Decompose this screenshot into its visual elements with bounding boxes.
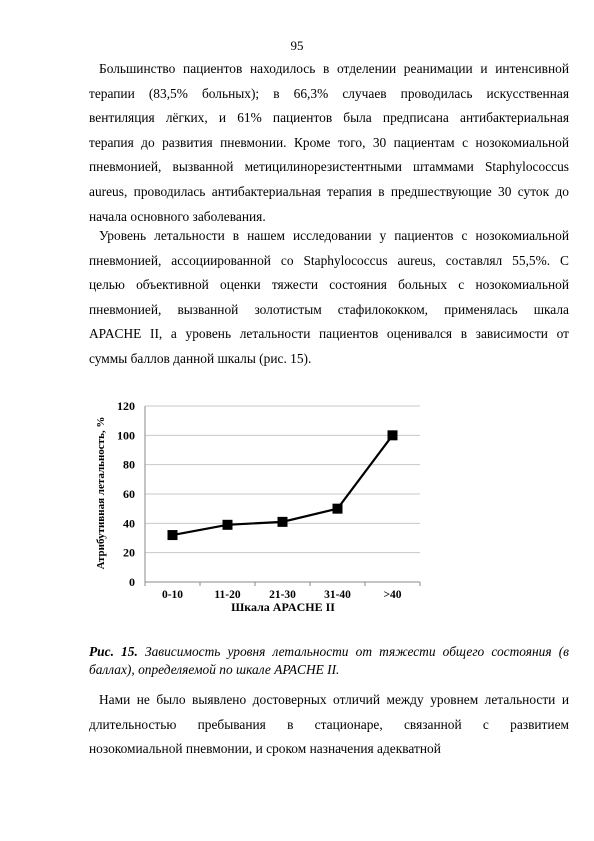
text-line: Нами не было выявлено достоверных отличий между уровнем летальности и [99,692,569,707]
y-axis-label: Атрибутивная летальность, % [95,416,107,570]
text-line: пневмонией, вызванной золотистым стафилококком, применялась шкала [89,301,569,317]
y-tick-label: 20 [123,545,135,560]
x-tick-label: 21-30 [269,589,296,601]
y-tick-label: 80 [123,457,135,472]
paragraph-3 [89,688,569,762]
y-tick-label: 60 [123,487,135,501]
text-line: целью объективной оценки тяжести состояния больных с нозокомиальной [89,277,569,293]
text-line: терапии (83,5% больных); в 66,3% случаев проводилась искусственная [89,85,569,101]
y-tick-label: 100 [117,428,135,443]
y-tick-label: 120 [117,399,135,413]
chart-axes [145,406,420,586]
text-line: пневмонией, ассоциированной со Staphylococcus aureus, составлял 55,5%. С [89,252,569,268]
text-line: начала основного заболевания. [89,208,266,224]
data-point-marker [168,530,178,540]
text-line: длительностью пребывания в стационаре, связанной с развитием [89,716,569,732]
page-number: 95 [290,38,304,53]
y-tick-label: 40 [123,516,135,531]
text-line: Уровень летальности в нашем исследовании у пациентов с нозокомиальной [99,228,569,243]
text-line: вентиляция лёгких, и 61% пациентов была предписана антибактериальная [89,110,569,126]
x-axis-label: Шкала APACHE II [231,600,335,614]
data-point-marker [333,504,343,514]
text-line: терапия до развития пневмонии. Кроме того, 30 пациентам с нозокомиальной [89,134,569,150]
text-line: пневмонией, вызванной метицилинорезистентными штаммами Staphylococcus [89,159,569,175]
chart-grid [145,406,420,553]
caption-line: баллах), определяемой по шкале APACHE II. [89,662,340,677]
y-tick-labels [117,399,135,589]
text-line: суммы баллов данной шкалы (рис. 15). [89,350,312,366]
x-tick-label: >40 [383,589,402,601]
y-tick-label: 0 [129,575,135,589]
data-point-marker [223,520,233,530]
caption-text: Зависимость уровня летальности от тяжести общего состояния (в [144,644,569,659]
figure-caption [89,643,569,679]
text-line: APACHE II, а уровень летальности пациентов оценивался в зависимости от [89,326,569,342]
caption-label: Рис. 15. [89,644,138,659]
text-line: нозокомиальной пневмонии, и сроком назначения адекватной [89,741,441,757]
x-tick-label: 11-20 [214,589,241,601]
data-point-marker [278,517,288,527]
text-line: Большинство пациентов находилось в отделении реанимации и интенсивной [99,61,569,76]
text-line: aureus, проводилась антибактериальная терапия в предшествующие 30 суток до [89,183,569,199]
x-tick-label: 0-10 [161,589,184,601]
caption-line [89,643,569,661]
x-tick-label: 31-40 [324,589,351,601]
data-point-marker [388,430,398,440]
